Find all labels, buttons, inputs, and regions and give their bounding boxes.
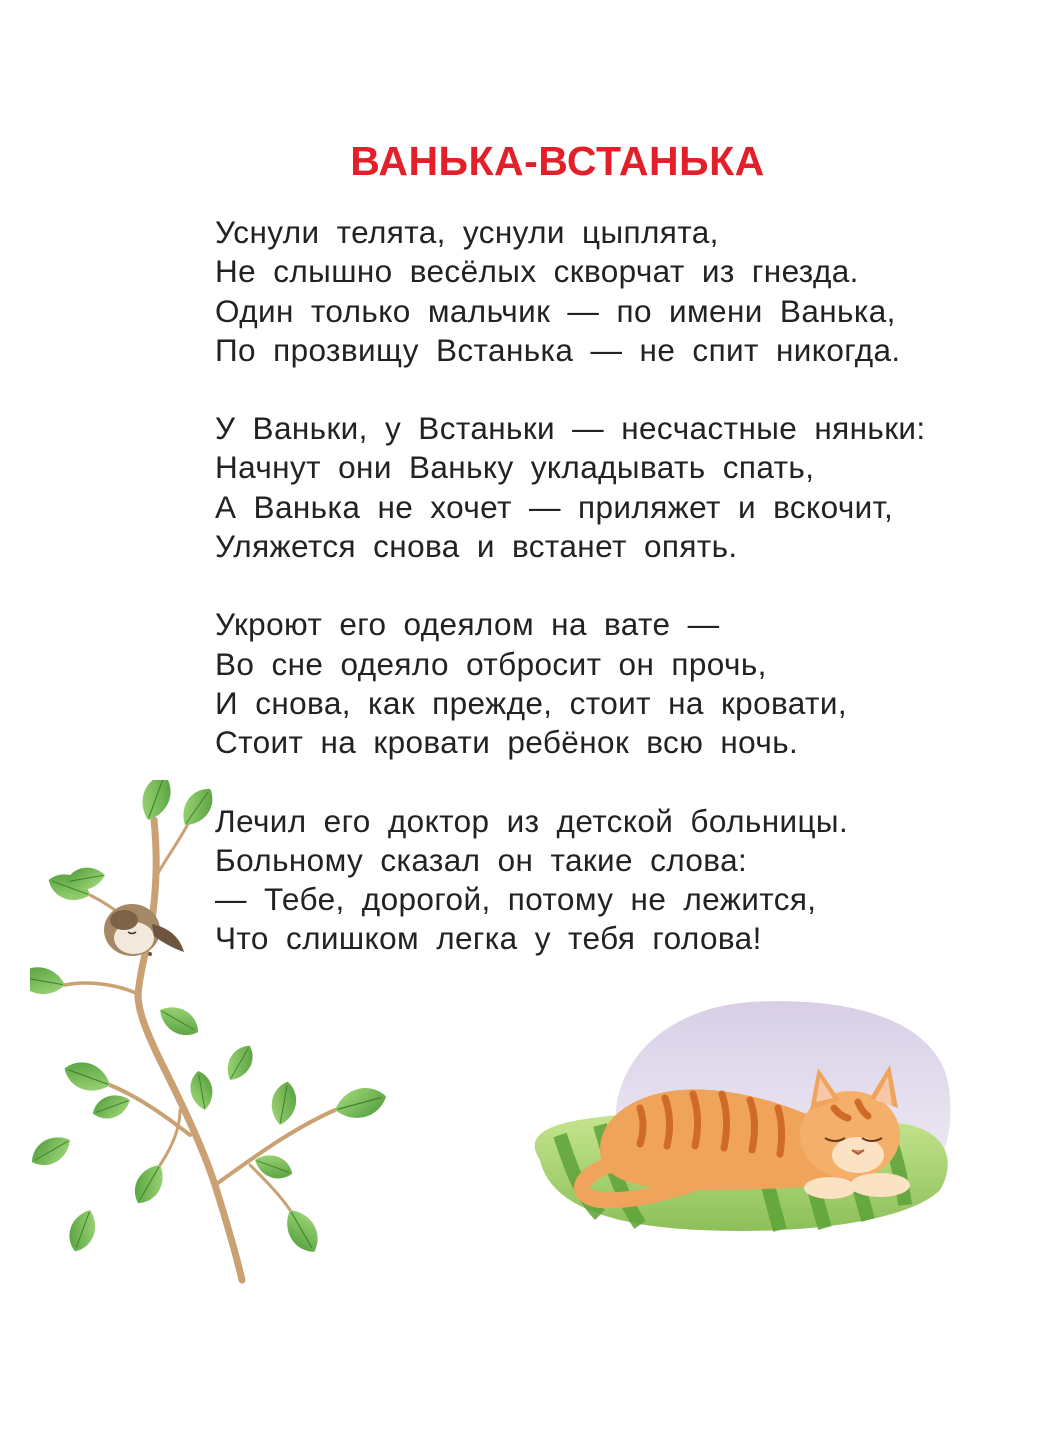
poem-line: Уснули телята, уснули цыплята,	[215, 214, 719, 250]
poem-line: По прозвищу Встанька — не спит никогда.	[215, 331, 901, 368]
poem-line: Один только мальчик — по имени Ванька,	[215, 292, 896, 329]
stanza-1	[215, 213, 1015, 370]
poem-line: — Тебе, дорогой, потому не лежится,	[215, 881, 817, 918]
poem-line: Что слишком легка у тебя голова!	[215, 920, 762, 957]
stanza-3	[215, 605, 1015, 762]
poem-title: ВАНЬКА-ВСТАНЬКА	[350, 138, 765, 184]
branch-with-bird-icon	[30, 780, 390, 1290]
poem-line: Лечил его доктор из детской больницы.	[215, 802, 849, 839]
poem-line: Начнут они Ваньку укладывать спать,	[215, 449, 815, 486]
poem-line: И снова, как прежде, стоит на кровати,	[215, 684, 847, 721]
poem-line: Уляжется снова и встанет опять.	[215, 528, 738, 565]
poem-line: Во сне одеяло отбросит он прочь,	[215, 645, 767, 682]
poem-line: У Ваньки, у Встаньки — несчастные няньки:	[215, 410, 926, 447]
poem-line: А Ванька не хочет — приляжет и вскочит,	[215, 488, 894, 525]
poem-line: Не слышно весёлых скворчат из гнезда.	[215, 253, 859, 290]
poem-line: Стоит на кровати ребёнок всю ночь.	[215, 724, 799, 761]
sleeping-cat-icon	[450, 990, 970, 1240]
poem-line: Укроют его одеялом на вате —	[215, 606, 720, 643]
stanza-2	[215, 409, 1015, 566]
poem-line: Больному сказал он такие слова:	[215, 841, 748, 878]
